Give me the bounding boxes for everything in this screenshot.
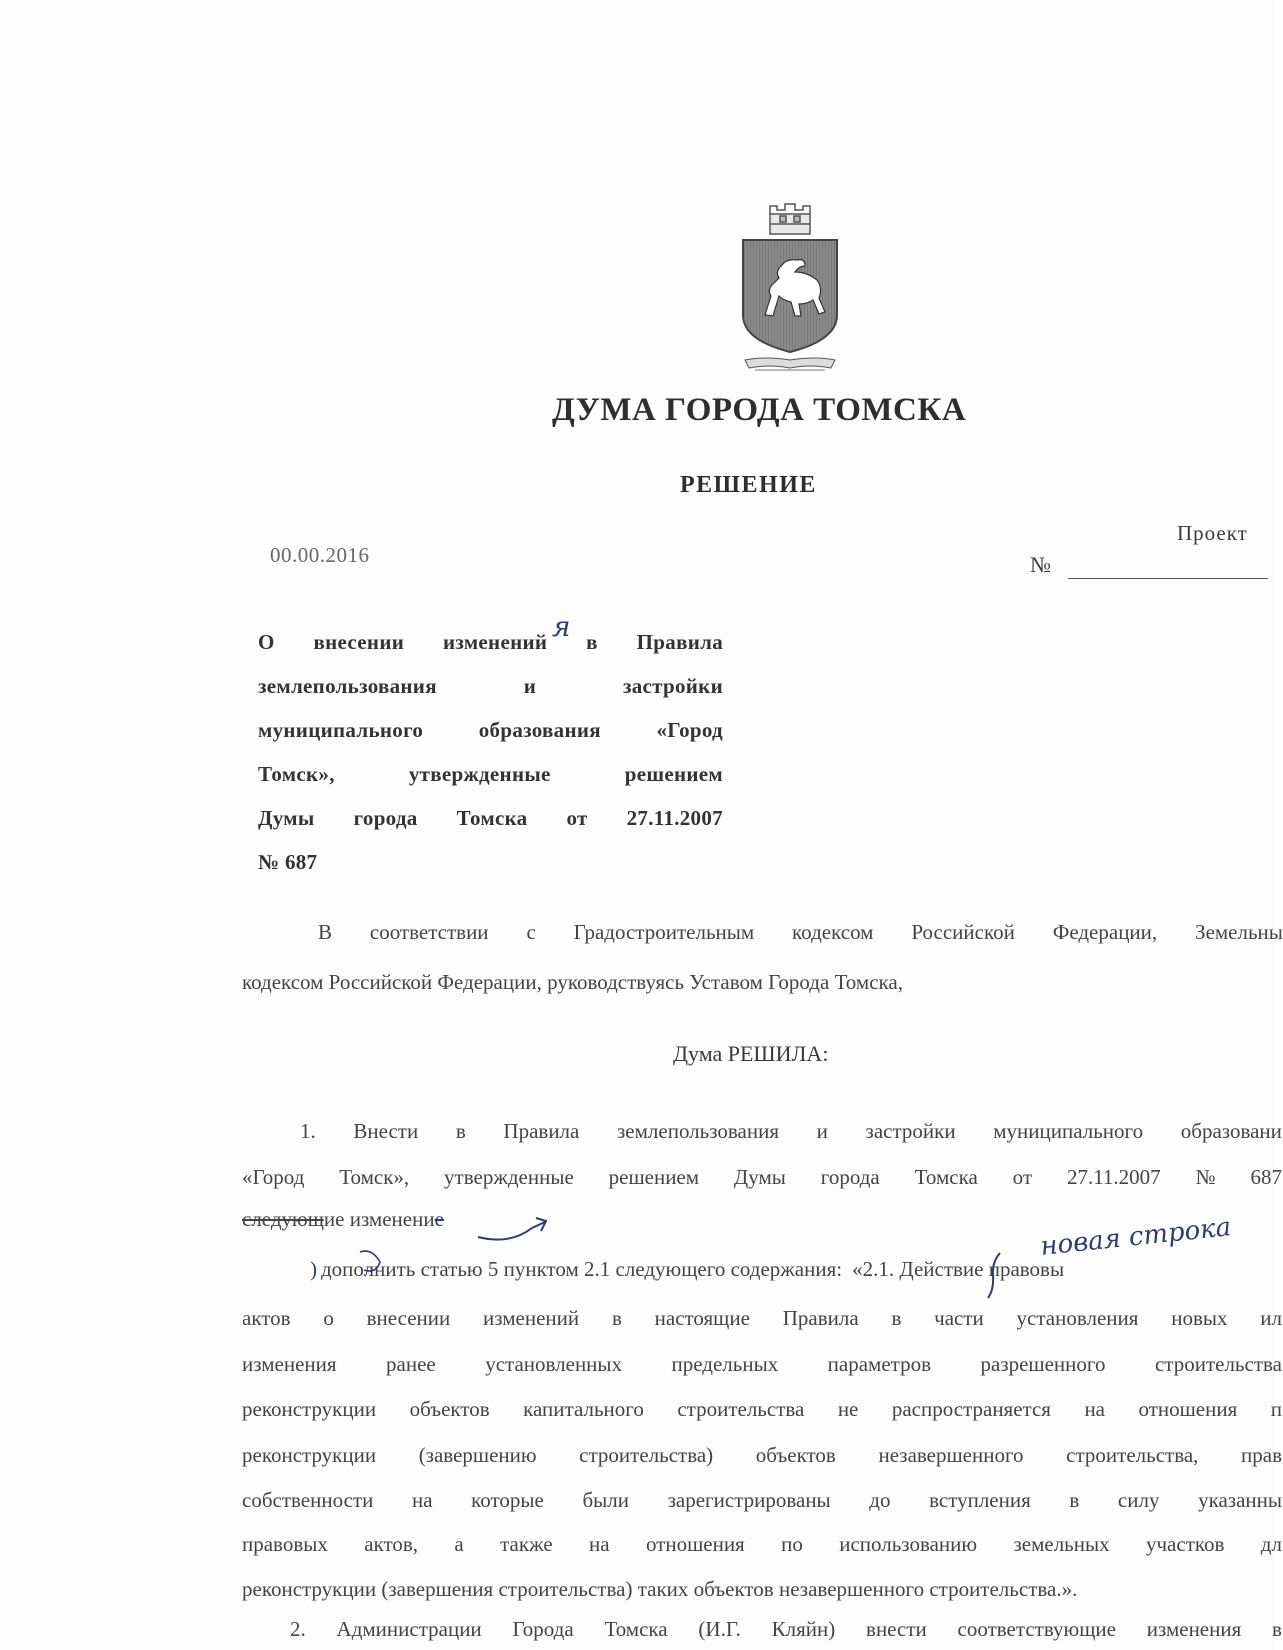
word: реконструкции (завершения строительства) таких объектов незавершенного строительства.». — [242, 1577, 1078, 1601]
subject-line — [258, 708, 723, 752]
word: изменений — [483, 1306, 580, 1330]
item1-body-line — [242, 1397, 1282, 1422]
word: Томска — [604, 1617, 668, 1641]
word: также — [500, 1532, 553, 1556]
word: Кляйн) — [771, 1617, 836, 1641]
word: земельных — [1013, 1532, 1110, 1556]
subject-line — [258, 664, 723, 708]
word: решением — [608, 1165, 700, 1189]
word: отношения — [645, 1532, 745, 1556]
item1-line — [242, 1165, 1282, 1190]
handwritten-note: новая строка — [1038, 1212, 1233, 1262]
item1-line — [300, 1119, 1282, 1144]
word: зарегистрированы — [667, 1488, 831, 1512]
word: вступления — [929, 1488, 1031, 1512]
word: изменения — [1146, 1617, 1242, 1641]
word: строительства) — [579, 1443, 714, 1467]
word: внесении — [366, 1306, 451, 1330]
word: Земельны — [1195, 920, 1283, 944]
number-label: № — [1030, 552, 1051, 577]
word: Города — [512, 1617, 574, 1641]
word: строительства — [1154, 1352, 1282, 1376]
word: до — [869, 1488, 891, 1512]
word: дл — [1260, 1532, 1282, 1556]
handwritten-mark: ) — [310, 1257, 317, 1281]
word: на — [411, 1488, 433, 1512]
word: капитального — [523, 1397, 644, 1421]
subject-word: «Город — [656, 718, 723, 742]
project-label: Проект — [1177, 521, 1248, 545]
preamble-line — [242, 970, 1282, 995]
subject-line — [258, 840, 723, 884]
subject-word: 27.11.2007 — [626, 806, 723, 830]
word: Думы — [733, 1165, 786, 1189]
word: застройки — [865, 1119, 956, 1143]
document-type-title: РЕШЕНИЕ — [680, 472, 817, 498]
word: объектов — [409, 1397, 490, 1421]
subject-line — [258, 796, 723, 840]
word: в — [455, 1119, 466, 1143]
subject-word: застройки — [622, 674, 723, 698]
subject-word: землепользования — [258, 674, 437, 698]
word: изменения — [242, 1352, 337, 1376]
word: Правила — [782, 1306, 859, 1330]
item1-body-line — [242, 1488, 1282, 1513]
word: Томска — [914, 1165, 978, 1189]
item2-line — [290, 1617, 1282, 1642]
word: внести — [866, 1617, 927, 1641]
word: силу — [1117, 1488, 1160, 1512]
word: Российской — [911, 920, 1015, 944]
subject-word: от — [566, 806, 588, 830]
handwritten-letter: я — [552, 610, 571, 643]
word: актов — [242, 1306, 291, 1330]
word: «Город — [242, 1165, 305, 1189]
word: утвержденные — [444, 1165, 574, 1189]
subject-word: в — [586, 630, 598, 654]
subject-block — [258, 620, 723, 884]
subject-line — [258, 620, 723, 664]
word: строительства — [677, 1397, 805, 1421]
word: на — [1084, 1397, 1105, 1421]
word: правовых — [242, 1532, 328, 1556]
number-blank-line — [1068, 578, 1268, 579]
word: были — [582, 1488, 629, 1512]
word: с — [526, 920, 536, 944]
word: использованию — [839, 1532, 978, 1556]
word: объектов — [755, 1443, 836, 1467]
word: ранее — [386, 1352, 436, 1376]
item1-body-line — [242, 1306, 1282, 1331]
word: установленных — [485, 1352, 623, 1376]
subject-word: решением — [624, 762, 723, 786]
word: Томск», — [339, 1165, 410, 1189]
preamble-line — [318, 920, 1283, 945]
subject-word: и — [523, 674, 537, 698]
word: не — [837, 1397, 859, 1421]
word: предельных — [671, 1352, 779, 1376]
word: ил — [1260, 1306, 1282, 1330]
word: о — [323, 1306, 334, 1330]
word: незавершенного — [878, 1443, 1024, 1467]
word: землепользования — [617, 1119, 780, 1143]
word: № — [1195, 1165, 1216, 1189]
word: прав — [1241, 1443, 1282, 1467]
word: 1. — [300, 1119, 316, 1143]
subject-word: № 687 — [258, 850, 318, 874]
word: а — [454, 1532, 464, 1556]
word: настоящие — [654, 1306, 750, 1330]
word: ие изменени — [323, 1207, 435, 1231]
word: кодексом Российской Федерации, руководствуясь Уставом Города Томска, — [242, 970, 903, 994]
word: Администрации — [336, 1617, 482, 1641]
word: Правила — [503, 1119, 580, 1143]
subject-word: муниципального — [258, 718, 424, 742]
subject-word: О — [258, 630, 275, 654]
item1-body-line — [242, 1352, 1282, 1377]
document-date: 00.00.2016 — [270, 543, 370, 567]
word: кодексом — [792, 920, 874, 944]
item1-body-line — [242, 1443, 1282, 1468]
word: Градостроительным — [573, 920, 755, 944]
organization-title: ДУМА ГОРОДА ТОМСКА — [552, 392, 967, 428]
decided-heading: Дума РЕШИЛА: — [673, 1041, 829, 1066]
word: соответствующие — [957, 1617, 1116, 1641]
item1-body-line — [242, 1577, 1282, 1602]
word: муниципального — [993, 1119, 1144, 1143]
word: 687 — [1250, 1165, 1282, 1189]
word: на — [589, 1532, 610, 1556]
word: реконструкции — [242, 1443, 377, 1467]
word: установления — [1016, 1306, 1139, 1330]
word: которые — [471, 1488, 544, 1512]
word: разрешенного — [980, 1352, 1106, 1376]
word: параметров — [827, 1352, 932, 1376]
item1-line — [310, 1257, 1282, 1282]
struck-word: следующ — [242, 1207, 324, 1231]
word: города — [820, 1165, 880, 1189]
word: новых — [1171, 1306, 1228, 1330]
subject-word: образования — [478, 718, 601, 742]
word: (завершению — [418, 1443, 537, 1467]
word: по — [781, 1532, 803, 1556]
subject-word: Томск», — [258, 762, 335, 786]
word: Федерации, — [1052, 920, 1158, 944]
word: от — [1012, 1165, 1033, 1189]
subject-word: утвержденные — [408, 762, 551, 786]
word: распространяется — [891, 1397, 1051, 1421]
word: 2. — [290, 1617, 306, 1641]
subject-word: Томска — [456, 806, 528, 830]
subject-word: города — [353, 806, 418, 830]
word: актов, — [364, 1532, 419, 1556]
word: строительства, — [1066, 1443, 1199, 1467]
word: «2.1. Действие правовы — [852, 1257, 1065, 1281]
corrected-letter: е — [434, 1207, 444, 1231]
word: 27.11.2007 — [1066, 1165, 1161, 1189]
word: (И.Г. — [698, 1617, 741, 1641]
subject-word: изменений — [442, 630, 548, 654]
subject-word: внесении — [313, 630, 405, 654]
word: реконструкции — [242, 1397, 377, 1421]
word: в — [611, 1306, 622, 1330]
word: в — [891, 1306, 902, 1330]
word: части — [934, 1306, 984, 1330]
subject-word: Правила — [636, 630, 723, 654]
word: указанны — [1198, 1488, 1282, 1512]
word: п — [1270, 1397, 1282, 1421]
word: В — [318, 920, 333, 944]
word: в — [1069, 1488, 1080, 1512]
word: Внести — [353, 1119, 419, 1143]
word: ть статью 5 пунктом 2.1 следующего содержания: — [396, 1257, 843, 1281]
word: соответствии — [369, 920, 489, 944]
word: и — [816, 1119, 828, 1143]
word: отношения — [1138, 1397, 1238, 1421]
subject-word: Думы — [258, 806, 315, 830]
word: собственности — [242, 1488, 374, 1512]
word: дополни — [321, 1257, 397, 1281]
item1-body-line — [242, 1532, 1282, 1557]
subject-line — [258, 752, 723, 796]
word: в — [1272, 1617, 1282, 1641]
tomsk-coat-of-arms-icon — [735, 200, 845, 380]
word: образовани — [1180, 1119, 1282, 1143]
word: участков — [1145, 1532, 1225, 1556]
